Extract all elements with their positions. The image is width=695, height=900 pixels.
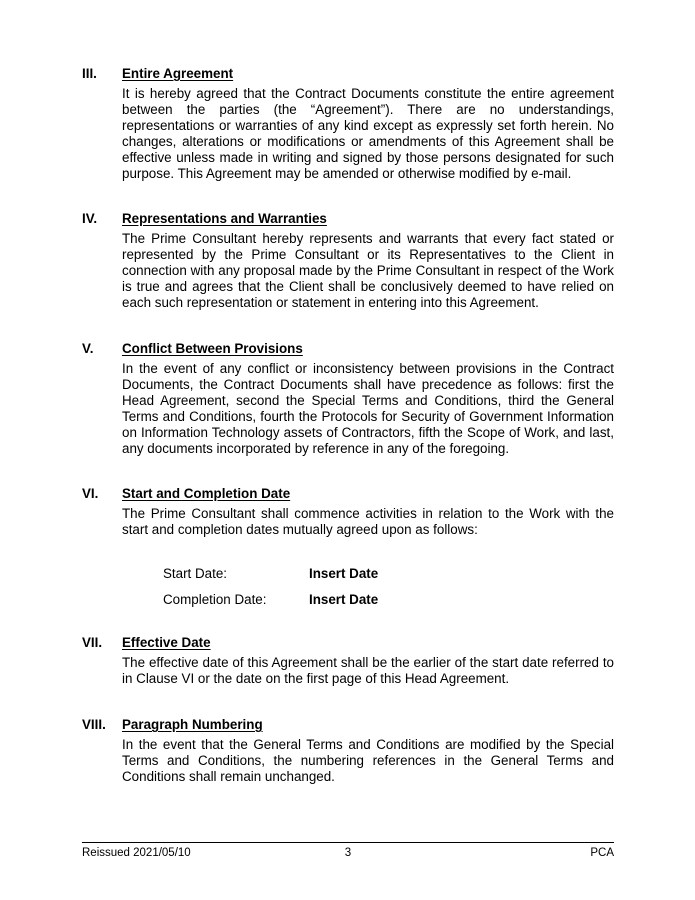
section-number: IV.	[82, 211, 98, 226]
section-number: VI.	[82, 486, 99, 501]
section-number: VIII.	[82, 717, 106, 732]
section-number: V.	[82, 341, 94, 356]
page-number: 3	[344, 847, 352, 859]
completion-date-value: Insert Date	[309, 592, 379, 607]
section-heading	[82, 66, 614, 84]
section-start-and-completion-date	[82, 486, 614, 538]
section-body: In the event of any conflict or inconsistency between provisions in the Contract Documents, the Contract Documents shall have precedence as follows: first the Head Agreement, second the Special Terms and Conditions, third the General Terms and Conditions, fourth the Protocols for Security of Government Information on Information Technology assets of Contractors, fifth the Scope of Work, and last, any documents incorporated by reference in any of the foregoing.	[122, 361, 614, 456]
section-heading	[82, 211, 614, 229]
section-paragraph-numbering	[82, 717, 614, 785]
section-heading	[82, 717, 614, 735]
section-heading	[82, 341, 614, 359]
section-body: The Prime Consultant shall commence activities in relation to the Work with the start and completion dates mutually agreed upon as follows:	[122, 506, 614, 537]
reissue-date: Reissued 2021/05/10	[82, 847, 191, 859]
page-footer	[82, 846, 614, 862]
section-body: It is hereby agreed that the Contract Documents constitute the entire agreement between the parties (the “Agreement”). There are no understandings, representations or warranties of any kind except as expressly set forth herein. No changes, alterations or modifications or amendments of this Agreement shall be effective unless made in writing and signed by those persons designated for such purpose. This Agreement may be amended or otherwise modified by e-mail.	[122, 86, 614, 181]
completion-date-row	[163, 592, 378, 618]
section-body: The effective date of this Agreement shall be the earlier of the start date referred to in Clause VI or the date on the first page of this Head Agreement.	[122, 655, 614, 686]
section-title: Paragraph Numbering	[122, 717, 263, 732]
dates-list	[163, 566, 378, 618]
section-number: III.	[82, 66, 97, 81]
section-body: In the event that the General Terms and Conditions are modified by the Special Terms and Conditions, the numbering references in the General Terms and Conditions shall remain unchanged.	[122, 737, 614, 784]
section-title: Effective Date	[122, 635, 211, 650]
section-number: VII.	[82, 635, 103, 650]
document-code: PCA	[590, 847, 614, 859]
section-representations-and-warranties	[82, 211, 614, 311]
footer-divider	[82, 842, 614, 843]
section-heading	[82, 486, 614, 504]
start-date-label: Start Date:	[163, 566, 228, 581]
section-title: Start and Completion Date	[122, 486, 291, 501]
section-body: The Prime Consultant hereby represents and warrants that every fact stated or represented by the Prime Consultant or its Representatives to the Client in connection with any proposal made by the Prime Consultant in respect of the Work is true and agrees that the Client shall be conclusively deemed to have relied on each such representation or statement in entering into this Agreement.	[122, 231, 614, 310]
completion-date-label: Completion Date:	[163, 592, 267, 607]
section-entire-agreement	[82, 66, 614, 182]
section-title: Entire Agreement	[122, 66, 234, 81]
section-title: Representations and Warranties	[122, 211, 327, 226]
section-heading	[82, 635, 614, 653]
section-title: Conflict Between Provisions	[122, 341, 303, 356]
start-date-value: Insert Date	[309, 566, 379, 581]
section-conflict-between-provisions	[82, 341, 614, 457]
section-effective-date	[82, 635, 614, 687]
start-date-row	[163, 566, 378, 592]
